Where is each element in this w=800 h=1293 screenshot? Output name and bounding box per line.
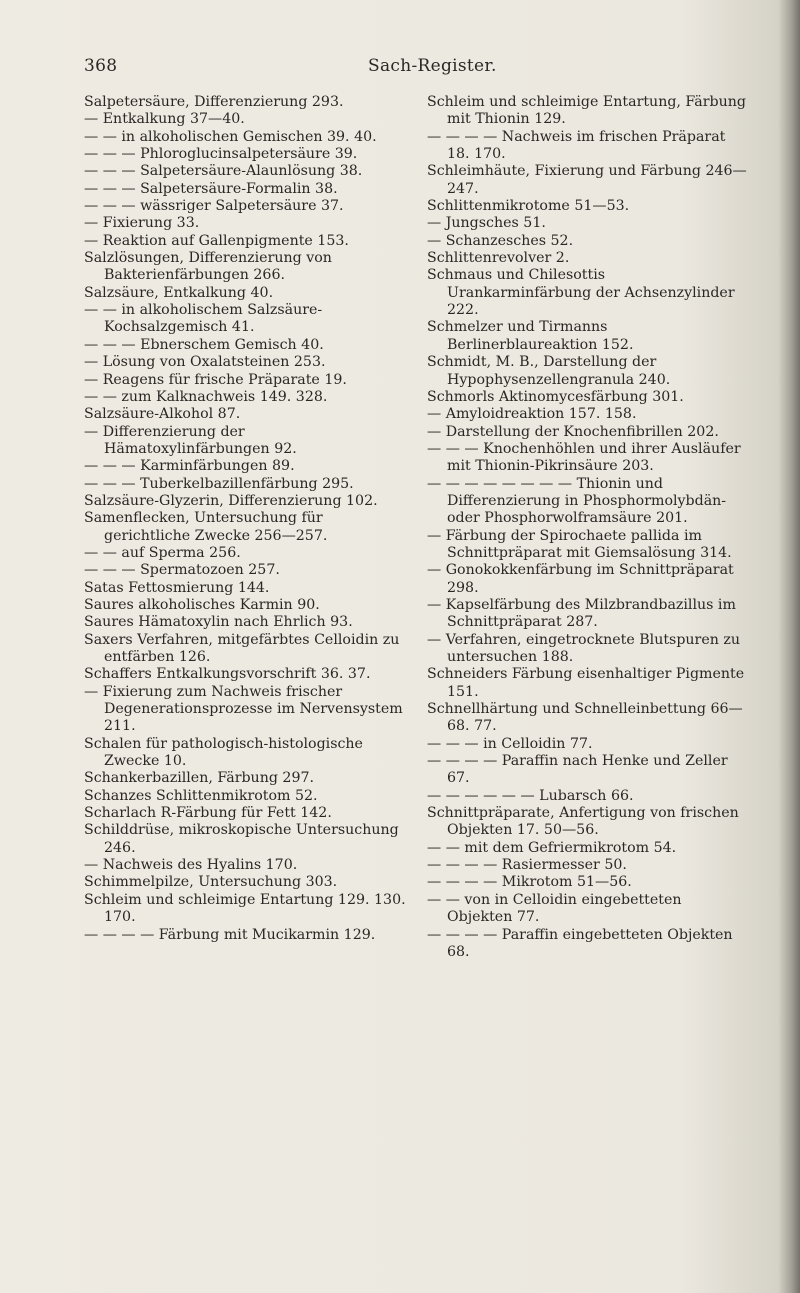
index-entry bbox=[84, 406, 408, 423]
index-entry bbox=[84, 510, 408, 545]
index-entry bbox=[84, 129, 408, 146]
index-entry bbox=[84, 354, 408, 371]
index-entry bbox=[84, 250, 408, 285]
index-entry bbox=[427, 562, 751, 597]
index-entry bbox=[84, 892, 408, 927]
index-entry bbox=[427, 389, 751, 406]
index-entry-text: — Lösung von Oxalatsteinen 253. bbox=[84, 354, 326, 371]
index-entry-text: — — — Knochenhöhlen und ihrer Ausläufer mit Thionin-Pikrinsäure 203. bbox=[427, 440, 741, 475]
index-entry-text: — — in alkoholischen Gemischen 39. 40. bbox=[84, 128, 377, 145]
index-entry-text: — — auf Sperma 256. bbox=[84, 544, 241, 561]
index-entry bbox=[84, 476, 408, 493]
index-entry bbox=[427, 840, 751, 857]
index-entry bbox=[84, 94, 408, 111]
index-entry bbox=[84, 111, 408, 128]
index-entry bbox=[427, 927, 751, 962]
index-entry bbox=[427, 198, 751, 215]
index-entry-text: — — — Salpetersäure-Alaunlösung 38. bbox=[84, 163, 363, 180]
index-entry-text: Salzsäure, Entkalkung 40. bbox=[84, 284, 274, 301]
index-entry-text: Schnittpräparate, Anfertigung von frischen Objekten 17. 50—56. bbox=[427, 805, 739, 839]
index-entry bbox=[84, 302, 408, 337]
index-entry bbox=[84, 493, 408, 510]
index-entry bbox=[427, 250, 751, 267]
index-entry bbox=[427, 736, 751, 753]
index-entry bbox=[427, 406, 751, 423]
index-entry bbox=[84, 770, 408, 787]
index-entry bbox=[84, 822, 408, 857]
index-entry bbox=[427, 666, 751, 701]
index-entry-text: Saures Hämatoxylin nach Ehrlich 93. bbox=[84, 614, 353, 631]
index-entry-text: — — — — Rasiermesser 50. bbox=[427, 857, 627, 874]
index-entry bbox=[427, 805, 751, 840]
index-entry-text: Schmelzer und Tirmanns Berlinerblaureaktion 152. bbox=[427, 319, 634, 353]
index-entry bbox=[84, 666, 408, 683]
index-entry-text: — — — — Färbung mit Mucikarmin 129. bbox=[84, 926, 376, 943]
index-entry-text: — Entkalkung 37—40. bbox=[84, 111, 245, 128]
index-entry-text: Schimmelpilze, Untersuchung 303. bbox=[84, 874, 338, 891]
index-entry-text: Schneiders Färbung eisenhaltiger Pigmente 151. bbox=[427, 666, 745, 700]
index-entry-text: — — — — — — — — Thionin und Differenzierung in Phosphormolybdän- oder Phosphorwolframsäure 201. bbox=[427, 475, 727, 527]
index-entry bbox=[427, 94, 751, 129]
index-entry-text: — — — Ebnerschem Gemisch 40. bbox=[84, 336, 324, 353]
index-entry bbox=[84, 788, 408, 805]
index-entry-text: — Differenzierung der Hämatoxylinfärbungen 92. bbox=[84, 423, 297, 457]
index-entry bbox=[84, 337, 408, 354]
index-entry-text: — Fixierung zum Nachweis frischer Degenerationsprozesse im Nervensystem 211. bbox=[84, 683, 403, 735]
index-entry bbox=[84, 614, 408, 631]
index-entry-text: Salpetersäure, Differenzierung 293. bbox=[84, 94, 344, 110]
index-entry bbox=[427, 267, 751, 319]
index-entry bbox=[84, 233, 408, 250]
index-column-right bbox=[427, 94, 751, 961]
index-entry bbox=[427, 129, 751, 164]
index-entry bbox=[427, 632, 751, 667]
index-entry bbox=[84, 874, 408, 891]
index-entry-text: Schanzes Schlittenmikrotom 52. bbox=[84, 787, 318, 804]
index-entry bbox=[427, 319, 751, 354]
index-entry-text: — Färbung der Spirochaete pallida im Schnittpräparat mit Giemsalösung 314. bbox=[427, 527, 732, 561]
index-entry bbox=[84, 458, 408, 475]
index-entry-text: Saures alkoholisches Karmin 90. bbox=[84, 596, 320, 613]
index-entry-text: — — — wässriger Salpetersäure 37. bbox=[84, 198, 344, 215]
index-entry-text: — — — — Paraffin eingebetteten Objekten 68. bbox=[427, 926, 733, 960]
index-entry-text: — — — Karminfärbungen 89. bbox=[84, 458, 295, 475]
index-entry-text: — Fixierung 33. bbox=[84, 215, 200, 232]
page-edge-shadow bbox=[778, 0, 800, 1293]
index-entry-text: Schlittenrevolver 2. bbox=[427, 250, 570, 267]
index-entry bbox=[84, 927, 408, 944]
index-entry bbox=[427, 753, 751, 788]
index-entry bbox=[427, 528, 751, 563]
index-entry bbox=[427, 701, 751, 736]
index-entry-text: — Darstellung der Knochenfibrillen 202. bbox=[427, 423, 719, 440]
index-entry-text: — — in alkoholischem Salzsäure-Kochsalzgemisch 41. bbox=[84, 302, 323, 336]
index-entry bbox=[427, 857, 751, 874]
index-entry bbox=[427, 233, 751, 250]
index-entry-text: — Reaktion auf Gallenpigmente 153. bbox=[84, 232, 349, 249]
index-entry-text: Salzlösungen, Differenzierung von Bakterienfärbungen 266. bbox=[84, 250, 332, 284]
index-entry-text: — — — Spermatozoen 257. bbox=[84, 562, 280, 579]
index-entry-text: Salzsäure-Glyzerin, Differenzierung 102. bbox=[84, 492, 378, 509]
index-entry-text: — — — Tuberkelbazillenfärbung 295. bbox=[84, 475, 354, 492]
index-entry-text: Salzsäure-Alkohol 87. bbox=[84, 406, 241, 423]
index-entry-text: — Schanzesches 52. bbox=[427, 232, 574, 249]
index-entry-text: — — — — Nachweis im frischen Präparat 18. 170. bbox=[427, 128, 726, 163]
index-entry bbox=[427, 476, 751, 528]
index-entry-text: — — — — Mikrotom 51—56. bbox=[427, 874, 632, 891]
index-entry-text: — Verfahren, eingetrocknete Blutspuren zu untersuchen 188. bbox=[427, 631, 740, 665]
index-entry-text: — — mit dem Gefriermikrotom 54. bbox=[427, 839, 677, 856]
index-entry bbox=[84, 857, 408, 874]
index-entry-text: Schmorls Aktinomycesfärbung 301. bbox=[427, 388, 684, 405]
index-entry-text: — — — in Celloidin 77. bbox=[427, 735, 593, 752]
index-entry-text: Saxers Verfahren, mitgefärbtes Celloidin zu entfärben 126. bbox=[84, 631, 400, 665]
index-entry-text: Schilddrüse, mikroskopische Untersuchung 246. bbox=[84, 822, 399, 856]
index-entry bbox=[84, 389, 408, 406]
index-entry bbox=[84, 146, 408, 163]
running-head: Sach-Register. bbox=[368, 56, 497, 76]
index-entry-text: — — — — Paraffin nach Henke und Zeller 67. bbox=[427, 753, 728, 787]
index-entry bbox=[84, 632, 408, 667]
index-entry bbox=[84, 285, 408, 302]
index-entry bbox=[427, 788, 751, 805]
index-entry-text: Schleim und schleimige Entartung 129. 130. 170. bbox=[84, 891, 406, 926]
index-entry bbox=[84, 562, 408, 579]
index-entry bbox=[84, 580, 408, 597]
index-entry bbox=[84, 163, 408, 180]
page-header bbox=[0, 56, 800, 82]
index-entry bbox=[427, 354, 751, 389]
index-entry bbox=[427, 597, 751, 632]
index-entry-text: Schmaus und Chilesottis Urankarminfärbung der Achsenzylinder 222. bbox=[427, 267, 735, 319]
index-entry bbox=[84, 372, 408, 389]
index-entry bbox=[427, 215, 751, 232]
index-entry-text: — Reagens für frische Präparate 19. bbox=[84, 371, 347, 388]
index-entry bbox=[427, 892, 751, 927]
index-entry-text: — — zum Kalknachweis 149. 328. bbox=[84, 388, 328, 405]
index-entry bbox=[84, 684, 408, 736]
index-entry bbox=[427, 441, 751, 476]
index-entry bbox=[427, 874, 751, 891]
index-entry-text: — Gonokokkenfärbung im Schnittpräparat 298. bbox=[427, 562, 734, 596]
index-entry bbox=[84, 597, 408, 614]
page-number: 368 bbox=[84, 56, 118, 76]
index-entry bbox=[84, 424, 408, 459]
index-entry bbox=[427, 424, 751, 441]
index-entry-text: Satas Fettosmierung 144. bbox=[84, 579, 270, 596]
index-column-left bbox=[84, 94, 408, 944]
index-entry-text: — Amyloidreaktion 157. 158. bbox=[427, 406, 637, 423]
index-entry-text: — — — — — — Lubarsch 66. bbox=[427, 787, 634, 804]
index-entry-text: Schlittenmikrotome 51—53. bbox=[427, 198, 630, 215]
index-entry-text: — — von in Celloidin eingebetteten Objekten 77. bbox=[427, 891, 682, 926]
index-entry-text: — — — Salpetersäure-Formalin 38. bbox=[84, 180, 338, 197]
index-entry-text: Schalen für pathologisch-histologische Zwecke 10. bbox=[84, 735, 363, 770]
index-entry bbox=[427, 163, 751, 198]
index-entry-text: Schnellhärtung und Schnelleinbettung 66—68. 77. bbox=[427, 701, 743, 735]
index-entry bbox=[84, 545, 408, 562]
index-entry bbox=[84, 198, 408, 215]
index-entry-text: Samenflecken, Untersuchung für gerichtliche Zwecke 256—257. bbox=[84, 510, 328, 544]
index-entry-text: Schleim und schleimige Entartung, Färbung mit Thionin 129. bbox=[427, 94, 746, 128]
index-entry bbox=[84, 805, 408, 822]
index-entry-text: — Nachweis des Hyalins 170. bbox=[84, 857, 298, 874]
index-entry bbox=[84, 181, 408, 198]
index-entry-text: — Jungsches 51. bbox=[427, 215, 546, 232]
index-entry bbox=[84, 215, 408, 232]
index-entry-text: Schankerbazillen, Färbung 297. bbox=[84, 770, 315, 787]
index-entry-text: Scharlach R-Färbung für Fett 142. bbox=[84, 805, 332, 822]
index-entry bbox=[84, 736, 408, 771]
index-entry-text: Schmidt, M. B., Darstellung der Hypophysenzellengranula 240. bbox=[427, 354, 671, 388]
index-entry-text: — Kapselfärbung des Milzbrandbazillus im Schnittpräparat 287. bbox=[427, 596, 736, 631]
index-entry-text: Schleimhäute, Fixierung und Färbung 246—247. bbox=[427, 163, 747, 197]
index-entry-text: — — — Phloroglucinsalpetersäure 39. bbox=[84, 146, 358, 163]
index-entry-text: Schaffers Entkalkungsvorschrift 36. 37. bbox=[84, 666, 371, 683]
